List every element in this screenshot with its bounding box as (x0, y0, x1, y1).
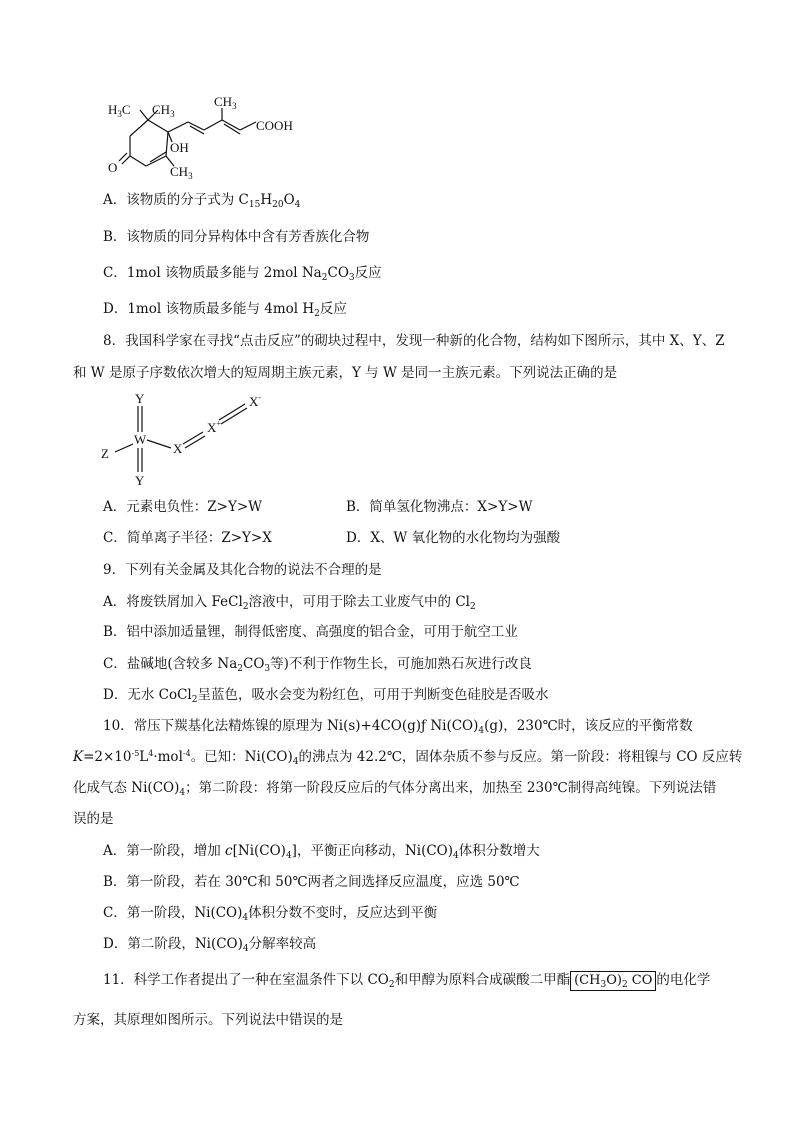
q7-option-b: B．该物质的同分异构体中含有芳香族化合物 (103, 229, 370, 245)
q8-option-b: B．简单氢化物沸点：X>Y>W (346, 499, 533, 515)
q7-option-a: A．该物质的分子式为 $C_{15}H_{20}O_4$ (103, 192, 301, 210)
q10-option-d: D．第二阶段，$Ni(CO)_4$分解率较高 (103, 936, 317, 954)
q9-option-b: B．铝中添加适量锂，制得低密度、高强度的铝合金，可用于航空工业 (103, 624, 518, 640)
q11-stem-line-2: 方案，其原理如图所示。下列说法中错误的是 (73, 1012, 343, 1028)
q9-stem: 9．下列有关金属及其化合物的说法不合理的是 (103, 562, 382, 578)
ch3-top-label: $CH_3$ (152, 102, 175, 119)
q8-option-d: D．X、W 氧化物的水化物均为强酸 (346, 530, 561, 546)
oh-label: OH (170, 140, 189, 155)
q10-option-c: C．第一阶段，$Ni(CO)_4$体积分数不变时，反应达到平衡 (103, 905, 438, 923)
q7-option-c: C．1mol 该物质最多能与 2mol $Na_2CO_3$反应 (103, 265, 382, 283)
q10-option-a: A．第一阶段，增加 $c[Ni(CO)_4]$，平衡正向移动，$Ni(CO)_4$体积分数增大 (103, 843, 540, 861)
y-bottom-label: Y (135, 473, 145, 488)
ketone-o-label: O (108, 160, 118, 175)
formula-bracket: $(CH_3O)_2$ CO (570, 971, 656, 991)
h3c-label: $H_3C$ (108, 102, 131, 119)
x-minus-label: X- (249, 393, 262, 409)
q8-option-c: C．简单离子半径：Z>Y>X (103, 530, 272, 546)
q7-option-d: D．1mol 该物质最多能与 4mol $H_2$反应 (103, 301, 347, 319)
q10-stem-line-4: 误的是 (73, 811, 114, 827)
x-plus-label: X+ (207, 419, 221, 435)
q10-stem-line-3: 化成气态 $Ni(CO)_4$；第二阶段：将第一阶段反应后的气体分离出来，加热至 230℃制得高纯镍。下列说法错 (73, 780, 717, 798)
w-label: W (134, 432, 147, 447)
q10-option-b: B．第一阶段，若在 30℃和 50℃两者之间选择反应温度，应选 50℃ (103, 874, 520, 890)
q10-stem-line-2: $K=2\times 10^{-5}L^4\cdot mol^{-4}$。已知：$Ni(CO)_4$的沸点为 42.2℃，固体杂质不参与反应。第一阶段：将粗镍与 CO 反应转 (73, 749, 743, 767)
y-top-label: Y (135, 392, 145, 406)
ch3-bottom-label: $CH_3$ (170, 164, 193, 181)
q11-stem-line-1: 11．科学工作者提出了一种在室温条件下以 $CO_2$和甲醇为原料合成碳酸二甲酯 $(CH_3O)_2$ CO 的电化学 (103, 972, 711, 990)
z-label: Z (101, 446, 109, 461)
q8-structure (95, 392, 285, 490)
q8-option-a: A．元素电负性：Z>Y>W (103, 499, 263, 515)
q9-option-c: C．盐碱地(含较多 $Na_2CO_3$等)不利于作物生长，可施加熟石灰进行改良 (103, 656, 532, 674)
molecule-structure (100, 92, 310, 184)
q10-stem-line-1: 10．常压下羰基化法精炼镍的原理为 Ni(s)+4CO(g)ƒ $Ni(CO)_4(g)$，230℃时，该反应的平衡常数 (103, 718, 693, 736)
x-left-label: X (173, 441, 183, 456)
cooh-label: COOH (256, 118, 293, 133)
q8-stem-line-1: 8．我国科学家在寻找“点击反应”的砌块过程中，发现一种新的化合物，结构如下图所示，其中 X、Y、Z (103, 333, 725, 349)
q9-option-a: A．将废铁屑加入 FeCl$_2$溶液中，可用于除去工业废气中的 $Cl_2$ (103, 594, 476, 612)
q8-stem-line-2: 和 W 是原子序数依次增大的短周期主族元素，Y 与 W 是同一主族元素。下列说法正确的是 (73, 365, 618, 381)
q9-option-d: D．无水 CoCl$_2$呈蓝色，吸水会变为粉红色，可用于判断变色硅胶是否吸水 (103, 687, 549, 705)
methyl-top-label: $CH_3$ (214, 94, 237, 111)
